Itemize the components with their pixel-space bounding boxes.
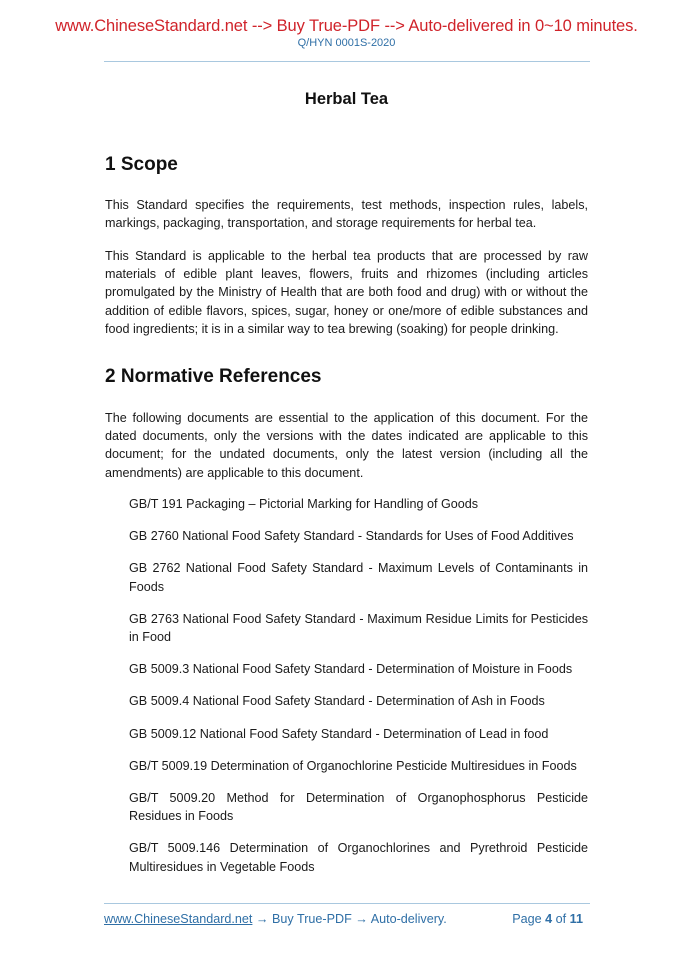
page-of-label: of [555,912,567,926]
promo-banner[interactable]: www.ChineseStandard.net --> Buy True-PDF --> Auto-delivered in 0~10 minutes. [55,17,638,35]
reference-item: GB 5009.3 National Food Safety Standard - Determination of Moisture in Foods [129,662,573,677]
scope-paragraph: This Standard specifies the requirements, test methods, inspection rules, labels, markings, packaging, transportation, and storage requirements for herbal tea. [105,198,588,231]
reference-item: GB/T 5009.20 Method for Determination of Organophosphorus Pesticide Residues in Foods [129,791,588,824]
footer-divider [104,903,590,904]
page-current: 4 [545,912,553,926]
document-code: Q/HYN 0001S-2020 [297,37,396,49]
reference-item: GB/T 191 Packaging – Pictorial Marking for Handling of Goods [129,497,479,511]
page-total: 11 [569,912,583,926]
scope-paragraph-1-wrap [105,196,588,232]
section-heading-scope: 1 Scope [105,154,178,175]
scope-paragraph-2-wrap [105,247,588,338]
reference-list [129,495,588,890]
section-references-heading-wrap [105,366,588,388]
scope-paragraph: This Standard is applicable to the herbal tea products that are processed by raw materials of edible plant leaves, flowers, fruits and rhizomes (including articles promulgated by the Ministry of Health that are both food and drug) with or without the addition of edible flavors, spices, sugar, honey or one/more of edible substances and food ingredients; it is in a similar way to tea brewing (soaking) for people drinking. [105,249,588,336]
references-intro-wrap [105,409,588,482]
page-footer [104,912,587,926]
reference-item: GB 2760 National Food Safety Standard - Standards for Uses of Food Additives [129,529,574,544]
document-title: Herbal Tea [304,90,389,108]
reference-item: GB 5009.4 National Food Safety Standard - Determination of Ash in Foods [129,694,545,709]
references-intro-paragraph: The following documents are essential to the application of this document. For the dated documents, only the versions with the dates indicated are applicable to this document; for the undated documents, only the latest version (including all the amendments) are applicable to this document. [105,411,588,480]
footer-site-link[interactable]: www.ChineseStandard.net [104,912,253,926]
reference-item: GB 5009.12 National Food Safety Standard - Determination of Lead in food [129,726,549,741]
page-indicator [512,912,583,926]
reference-item: GB/T 5009.19 Determination of Organochlorine Pesticide Multiresidues in Foods [129,758,577,773]
footer-tagline: → Buy True-PDF → Auto-delivery. [252,912,447,926]
reference-item: GB 2763 National Food Safety Standard - Maximum Residue Limits for Pesticides in Food [129,611,588,645]
page-label: Page [512,912,542,926]
section-scope-heading-wrap [105,154,588,176]
section-heading-normative-references: 2 Normative References [105,366,322,387]
footer-promo [104,912,447,926]
reference-item: GB 2762 National Food Safety Standard - Maximum Levels of Contaminants in Foods [129,561,588,594]
header-divider [104,61,590,62]
reference-item: GB/T 5009.146 Determination of Organochlorines and Pyrethroid Pesticide Multiresidues in Vegetable Foods [129,841,588,874]
